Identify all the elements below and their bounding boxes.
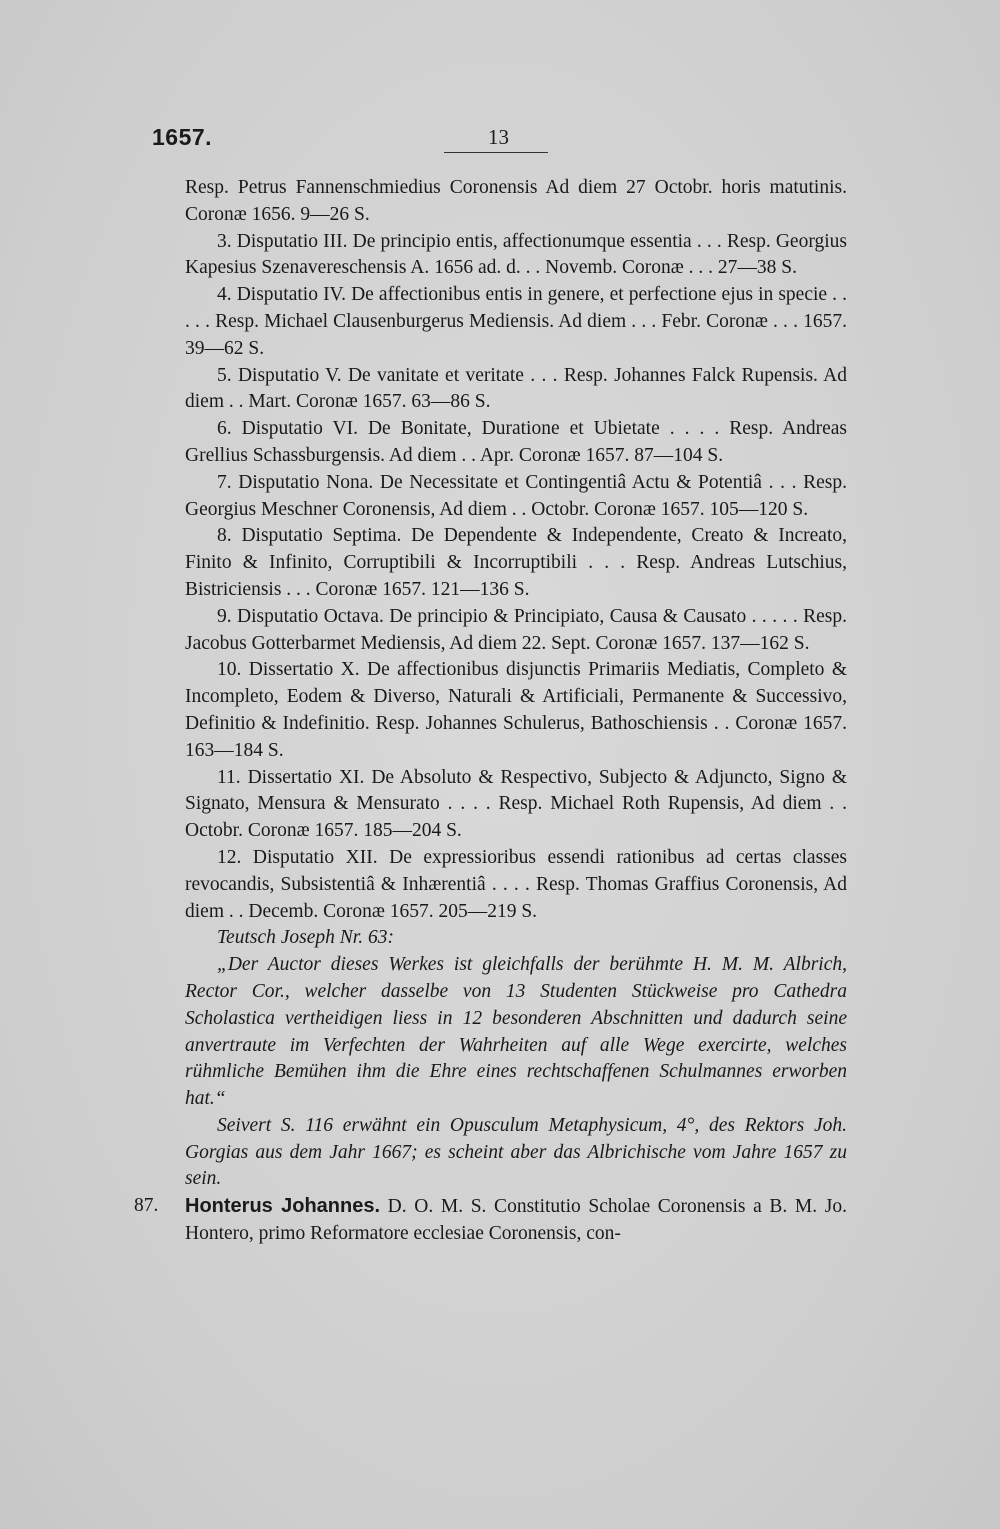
bibliography-entry	[134, 1193, 847, 1248]
header-year: 1657.	[152, 124, 213, 150]
paragraph: 10. Dissertatio X. De affectionibus disjunctis Primariis Mediatis, Completo & Incompleto, Eodem & Diverso, Naturali & Artificiali, Permanente & Successivo, Definitio & Indefinitio. Resp. Johannes Schulerus, Bathoschiensis . . Coronæ 1657. 163—184 S.	[185, 659, 847, 761]
page-body	[134, 175, 847, 1248]
paragraph: 4. Disputatio IV. De affectionibus entis in genere, et perfectione ejus in specie . . . . . Resp. Michael Clausenburgerus Mediensis. Ad diem . . . Febr. Coronæ . . . 1657. 39—62 S.	[185, 284, 847, 359]
entry-number: 87.	[134, 1195, 159, 1217]
entry-text: D. O. M. S. Constitutio Scholae Coronensis a B. M. Jo. Hontero, primo Reformatore ecclesiae Coronensis, con-	[185, 1196, 847, 1245]
note: Seivert S. 116 erwähnt ein Opusculum Metaphysicum, 4°, des Rektors Joh. Gorgias aus dem Jahr 1667; es scheint aber das Albrichische vom Jahre 1657 zu sein.	[185, 1114, 847, 1190]
paragraph: 3. Disputatio III. De principio entis, affectionumque essentia . . . Resp. Georgius Kapesius Szenavereschensis A. 1656 ad. d. . . Novemb. Coronæ . . . 27—38 S.	[185, 230, 847, 279]
paragraph: 5. Disputatio V. De vanitate et veritate . . . Resp. Johannes Falck Rupensis. Ad diem . . Mart. Coronæ 1657. 63—86 S.	[185, 364, 847, 413]
paragraph: 7. Disputatio Nona. De Necessitate et Contingentiâ Actu & Potentiâ . . . Resp. Georgius Meschner Coronensis, Ad diem . . Octobr. Coronæ 1657. 105—120 S.	[185, 471, 847, 520]
paragraph: 9. Disputatio Octava. De principio & Principiato, Causa & Causato . . . . . Resp. Jacobus Gotterbarmet Mediensis, Ad diem 22. Sept. Coronæ 1657. 137—162 S.	[185, 605, 847, 654]
quotation: „Der Auctor dieses Werkes ist gleichfalls der berühmte H. M. M. Albrich, Rector Cor., welcher dasselbe von 13 Studenten Stückweise pro Cathedra Scholastica vertheidigen liess in 12 besonderen Abschnitten und dadurch seine anvertraute im Verfechten der Wahrheiten auf alle Wege exercirte, welches rühmliche Bemühen ihm die Ehre eines rechtschaffenen Schulmannes erworben hat.“	[185, 954, 847, 1110]
citation-heading: Teutsch Joseph Nr. 63:	[217, 927, 394, 949]
paragraph: Resp. Petrus Fannenschmiedius Coronensis Ad diem 27 Octobr. horis matutinis. Coronæ 1656. 9—26 S.	[185, 177, 847, 225]
paragraph: 6. Disputatio VI. De Bonitate, Duratione et Ubietate . . . . Resp. Andreas Grellius Schassburgensis. Ad diem . . Apr. Coronæ 1657. 87—104 S.	[185, 418, 847, 466]
paragraph: 11. Dissertatio XI. De Absoluto & Respectivo, Subjecto & Adjuncto, Signo & Signato, Mensura & Mensurato . . . . Resp. Michael Roth Rupensis, Ad diem . . Octobr. Coronæ 1657. 185—204 S.	[185, 766, 847, 842]
header-rule	[444, 152, 548, 153]
entry-author: Honterus Johannes.	[185, 1195, 381, 1218]
paragraph: 8. Disputatio Septima. De Dependente & Independente, Creato & Increato, Finito & Infinito, Corruptibili & Incorruptibili . . . Resp. Andreas Lutschius, Bistriciensis . . . Coronæ 1657. 121—136 S.	[185, 525, 847, 600]
paragraph: 12. Disputatio XII. De expressioribus essendi rationibus ad certas classes revocandis, Subsistentiâ & Inhærentiâ . . . . Resp. Thomas Graffius Coronensis, Ad diem . . Decemb. Coronæ 1657. 205—219 S.	[185, 846, 847, 922]
page-number: 13	[488, 125, 509, 149]
